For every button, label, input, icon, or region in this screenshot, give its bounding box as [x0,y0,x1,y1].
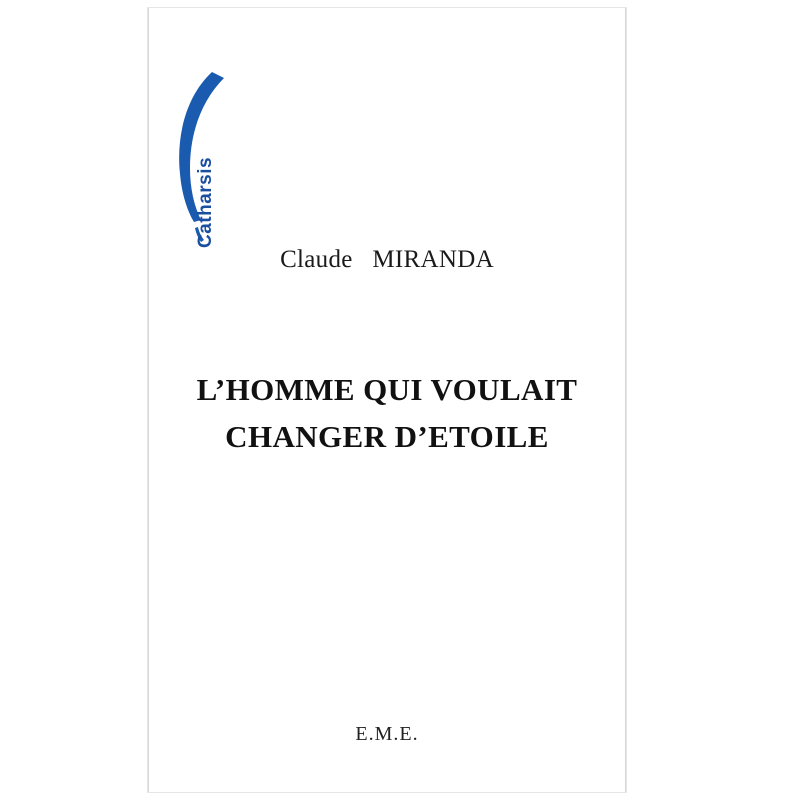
book-title [172,366,602,460]
author-name [148,246,626,274]
cover-left-edge [148,8,149,792]
author-given-name: Claude [280,246,353,273]
cover-right-edge [625,8,626,792]
title-line-2: CHANGER D’ETOILE [225,419,549,454]
publisher-name: E.M.E. [355,723,419,745]
author-family-name: MIRANDA [372,246,494,273]
book-cover [148,8,626,792]
title-line-1: L’HOMME QUI VOULAIT [196,372,578,407]
collection-name: Catharsis [195,156,216,248]
